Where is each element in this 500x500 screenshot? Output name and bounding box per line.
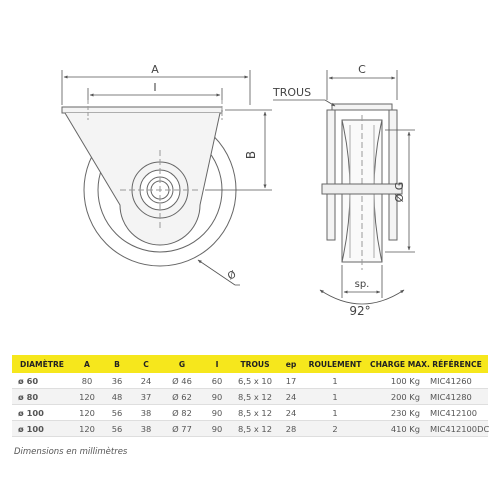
cell-diametre: ø 100 bbox=[12, 405, 72, 421]
footnote: Dimensions en millimètres bbox=[14, 447, 128, 457]
cell-b: 56 bbox=[102, 405, 132, 421]
cell-a: 120 bbox=[72, 405, 102, 421]
cell-trous: 8,5 x 12 bbox=[230, 421, 280, 437]
cell-reference: MIC41280 bbox=[426, 389, 488, 405]
cell-reference: MIC412100 bbox=[426, 405, 488, 421]
cell-g: Ø 46 bbox=[160, 373, 204, 389]
cell-diametre: ø 100 bbox=[12, 421, 72, 437]
cell-b: 36 bbox=[102, 373, 132, 389]
front-plate bbox=[332, 104, 392, 110]
fork-left bbox=[327, 110, 335, 240]
label-i: I bbox=[153, 81, 157, 94]
cell-charge-max: 410 Kg bbox=[368, 421, 426, 437]
table-row bbox=[12, 389, 488, 405]
label-b: B bbox=[244, 150, 258, 160]
table-row bbox=[12, 421, 488, 437]
cell-c: 37 bbox=[132, 389, 160, 405]
cell-ep: 28 bbox=[280, 421, 302, 437]
header-diametre: DIAMÈTRE bbox=[12, 355, 72, 373]
cell-c: 38 bbox=[132, 421, 160, 437]
cell-ep: 24 bbox=[280, 405, 302, 421]
header-c: C bbox=[132, 355, 160, 373]
cell-i: 90 bbox=[204, 421, 230, 437]
cell-a: 120 bbox=[72, 389, 102, 405]
cell-b: 48 bbox=[102, 389, 132, 405]
header-trous: TROUS bbox=[230, 355, 280, 373]
label-a: A bbox=[151, 63, 159, 76]
cell-g: Ø 77 bbox=[160, 421, 204, 437]
label-c: C bbox=[358, 63, 366, 76]
header-i: I bbox=[204, 355, 230, 373]
cell-ep: 24 bbox=[280, 389, 302, 405]
header-ep: ep bbox=[280, 355, 302, 373]
cell-a: 120 bbox=[72, 421, 102, 437]
cell-b: 56 bbox=[102, 421, 132, 437]
fork-right bbox=[389, 110, 397, 240]
cell-g: Ø 82 bbox=[160, 405, 204, 421]
table-header-row bbox=[12, 355, 488, 373]
header-b: B bbox=[102, 355, 132, 373]
cell-reference: MIC412100DC bbox=[426, 421, 488, 437]
cell-charge-max: 230 Kg bbox=[368, 405, 426, 421]
cell-diametre: ø 60 bbox=[12, 373, 72, 389]
cell-roulement: 1 bbox=[302, 405, 368, 421]
side-view bbox=[62, 100, 236, 266]
cell-roulement: 1 bbox=[302, 373, 368, 389]
cell-roulement: 1 bbox=[302, 389, 368, 405]
cell-i: 90 bbox=[204, 389, 230, 405]
cell-c: 24 bbox=[132, 373, 160, 389]
cell-i: 90 bbox=[204, 405, 230, 421]
table-row bbox=[12, 405, 488, 421]
cell-charge-max: 200 Kg bbox=[368, 389, 426, 405]
header-roulement: ROULEMENT bbox=[302, 355, 368, 373]
header-a: A bbox=[72, 355, 102, 373]
label-trous: TROUS bbox=[273, 86, 312, 99]
label-sp: sp. bbox=[354, 279, 370, 290]
label-angle: 92° bbox=[349, 304, 371, 318]
header-reference: RÉFÉRENCE bbox=[426, 355, 488, 373]
cell-reference: MIC41260 bbox=[426, 373, 488, 389]
spec-table bbox=[12, 355, 488, 437]
cell-a: 80 bbox=[72, 373, 102, 389]
cell-g: Ø 62 bbox=[160, 389, 204, 405]
cell-trous: 6,5 x 10 bbox=[230, 373, 280, 389]
cell-trous: 8,5 x 12 bbox=[230, 389, 280, 405]
table-row bbox=[12, 373, 488, 389]
label-diameter: Ø bbox=[226, 269, 239, 283]
cell-diametre: ø 80 bbox=[12, 389, 72, 405]
cell-i: 60 bbox=[204, 373, 230, 389]
label-g: Ø G bbox=[393, 181, 406, 203]
header-charge-max: CHARGE MAX. bbox=[368, 355, 426, 373]
cell-roulement: 2 bbox=[302, 421, 368, 437]
cell-charge-max: 100 Kg bbox=[368, 373, 426, 389]
header-g: G bbox=[160, 355, 204, 373]
front-view bbox=[322, 104, 402, 270]
cell-ep: 17 bbox=[280, 373, 302, 389]
cell-trous: 8,5 x 12 bbox=[230, 405, 280, 421]
cell-c: 38 bbox=[132, 405, 160, 421]
mounting-plate bbox=[62, 107, 222, 113]
